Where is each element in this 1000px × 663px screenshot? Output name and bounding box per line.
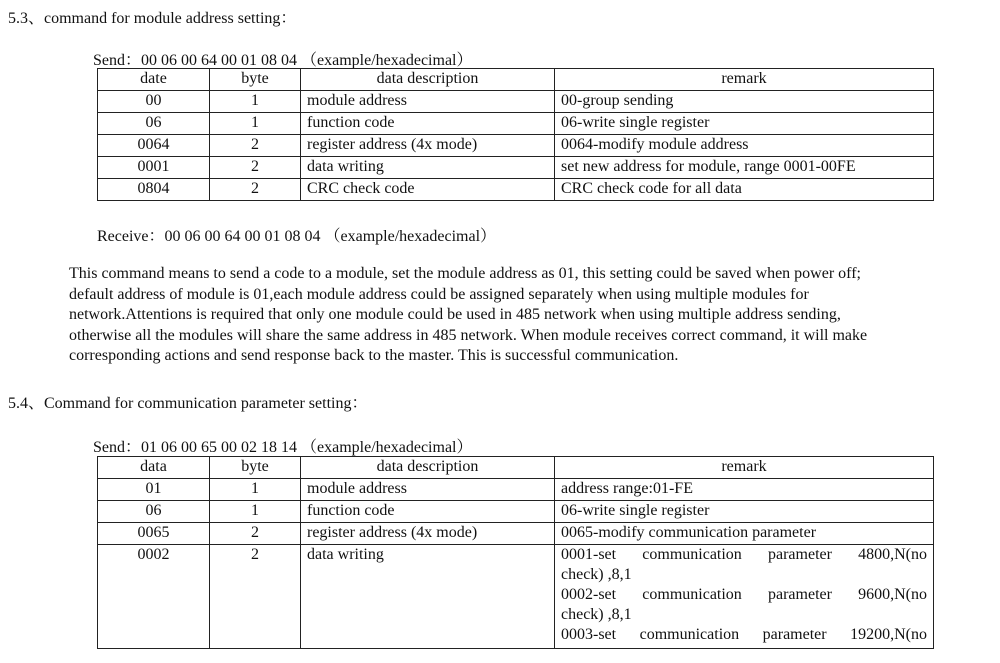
cell-description: function code — [301, 501, 555, 523]
table-row — [98, 135, 934, 157]
cell-data: 0002 — [98, 545, 210, 649]
remark-line: 0003-set communication parameter 19200,N(no — [561, 626, 927, 643]
cell-remark: 0064-modify module address — [555, 135, 934, 157]
table-row — [98, 523, 934, 545]
cell-data: 0065 — [98, 523, 210, 545]
cell-remark: 00-group sending — [555, 91, 934, 113]
table-row — [98, 91, 934, 113]
cell-byte: 2 — [210, 523, 301, 545]
col-header: data description — [301, 69, 555, 91]
cell-description: data writing — [301, 545, 555, 649]
explanation-paragraph — [69, 264, 971, 367]
table-header-row — [98, 69, 934, 91]
cell-remark — [555, 545, 934, 649]
cell-remark: set new address for module, range 0001-00FE — [555, 157, 934, 179]
cell-byte: 2 — [210, 545, 301, 649]
table-row — [98, 179, 934, 201]
col-header: date — [98, 69, 210, 91]
paragraph-line: default address of module is 01,each module address could be assigned separately when using multiple modules for — [69, 285, 809, 303]
cell-byte: 1 — [210, 479, 301, 501]
col-header: byte — [210, 69, 301, 91]
cell-byte: 1 — [210, 91, 301, 113]
cell-description: CRC check code — [301, 179, 555, 201]
send-example-5-4: Send：01 06 00 65 00 02 18 14 （example/hexadecimal） — [93, 439, 473, 456]
table-row — [98, 157, 934, 179]
remark-line: check) ,8,1 — [561, 606, 632, 623]
cell-byte: 2 — [210, 179, 301, 201]
remark-line: check) ,8,1 — [561, 566, 632, 583]
cell-data: 06 — [98, 501, 210, 523]
cell-description: module address — [301, 91, 555, 113]
remark-line: 0002-set communication parameter 9600,N(no — [561, 586, 927, 603]
col-header: data — [98, 457, 210, 479]
cell-byte: 1 — [210, 113, 301, 135]
cell-remark: CRC check code for all data — [555, 179, 934, 201]
cell-remark: 06-write single register — [555, 113, 934, 135]
cell-byte: 2 — [210, 135, 301, 157]
table-row — [98, 545, 934, 649]
table-row — [98, 113, 934, 135]
paragraph-line: otherwise all the modules will share the same address in 485 network. When module receives correct command, it will make — [69, 326, 868, 344]
col-header: data description — [301, 457, 555, 479]
cell-data: 06 — [98, 113, 210, 135]
cell-remark: 06-write single register — [555, 501, 934, 523]
cell-data: 0804 — [98, 179, 210, 201]
cell-byte: 2 — [210, 157, 301, 179]
receive-example-5-3: Receive：00 06 00 64 00 01 08 04 （example/hexadecimal） — [97, 228, 497, 245]
cell-data: 0001 — [98, 157, 210, 179]
cell-remark: address range:01-FE — [555, 479, 934, 501]
module-address-table — [97, 68, 934, 201]
cell-description: data writing — [301, 157, 555, 179]
comm-parameter-table — [97, 456, 934, 649]
cell-byte: 1 — [210, 501, 301, 523]
table-row — [98, 501, 934, 523]
paragraph-line: network.Attentions is required that only one module could be used in 485 network when using multiple address sending, — [69, 306, 841, 324]
send-example-5-3: Send：00 06 00 64 00 01 08 04 （example/hexadecimal） — [93, 52, 473, 69]
paragraph-line: corresponding actions and send response back to the master. This is successful communication. — [69, 347, 679, 365]
section-5-4-heading: 5.4、Command for communication parameter setting： — [8, 395, 368, 412]
remark-line: 0001-set communication parameter 4800,N(no — [561, 546, 927, 563]
cell-description: register address (4x mode) — [301, 135, 555, 157]
cell-description: module address — [301, 479, 555, 501]
col-header: byte — [210, 457, 301, 479]
cell-data: 01 — [98, 479, 210, 501]
cell-description: register address (4x mode) — [301, 523, 555, 545]
cell-data: 0064 — [98, 135, 210, 157]
col-header: remark — [555, 69, 934, 91]
section-5-3-heading: 5.3、command for module address setting： — [8, 10, 297, 27]
table-row — [98, 479, 934, 501]
cell-description: function code — [301, 113, 555, 135]
table-header-row — [98, 457, 934, 479]
col-header: remark — [555, 457, 934, 479]
cell-data: 00 — [98, 91, 210, 113]
cell-remark: 0065-modify communication parameter — [555, 523, 934, 545]
paragraph-line: This command means to send a code to a module, set the module address as 01, this setting could be saved when power off; — [69, 265, 861, 282]
